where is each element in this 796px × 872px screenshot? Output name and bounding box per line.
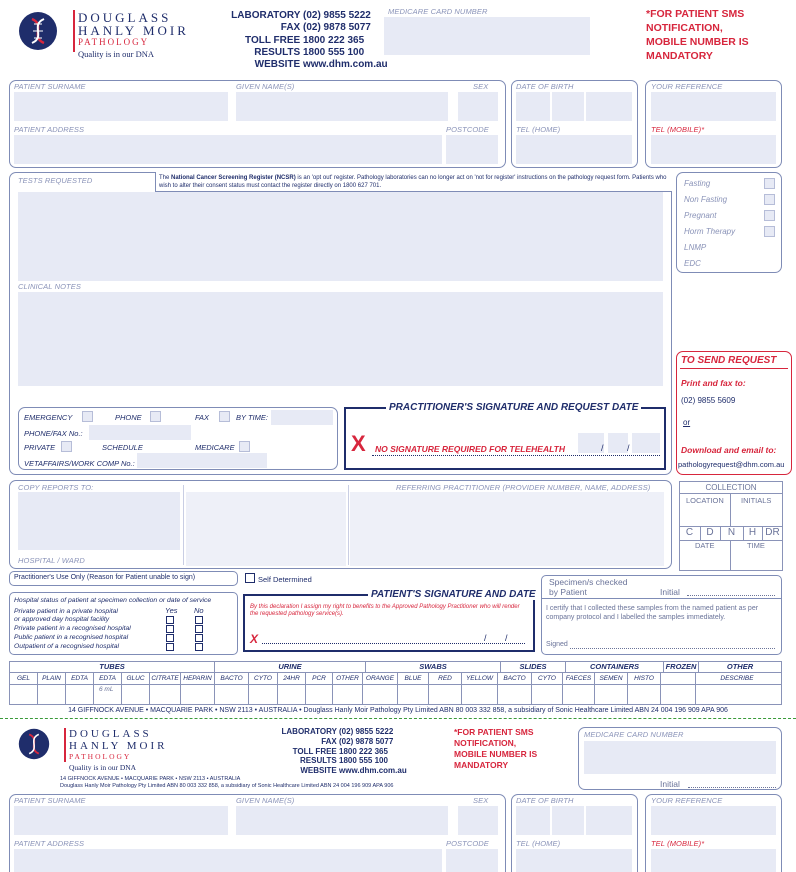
no-signature-telehealth: NO SIGNATURE REQUIRED FOR TELEHEALTH xyxy=(375,444,565,454)
given-names-field[interactable] xyxy=(236,92,448,121)
tollfree-value: 1800 222 365 xyxy=(339,746,388,756)
group-header: SLIDES xyxy=(501,662,566,673)
tubes-column-header: OTHER xyxy=(333,673,363,684)
tubes-column-header: CYTO xyxy=(532,673,563,684)
your-reference-label: YOUR REFERENCE xyxy=(651,796,723,805)
edta-volume-note: 6 mL xyxy=(99,686,114,693)
tubes-column-header: CITRATE xyxy=(150,673,181,684)
dna-logo-icon xyxy=(18,728,50,760)
lab-value: (02) 9855 5222 xyxy=(303,10,371,21)
cut-line xyxy=(0,718,796,719)
initial-label-2: Initial xyxy=(660,779,680,789)
your-reference-field[interactable] xyxy=(651,92,776,121)
sms-notice-line: MOBILE NUMBER IS xyxy=(646,36,749,48)
hospital-status-row: Private patient in a recognised hospital xyxy=(14,625,131,632)
tubes-count-cell[interactable] xyxy=(661,685,696,704)
fasting-label: Fasting xyxy=(684,179,711,188)
clinical-notes-label: CLINICAL NOTES xyxy=(18,282,81,291)
postcode-label: POSTCODE xyxy=(446,125,489,134)
fasting-checkbox[interactable] xyxy=(764,178,775,189)
print-fax-label: Print and fax to: xyxy=(681,378,746,388)
medicare-flag-label: MEDICARE xyxy=(195,443,235,452)
fax-flag-label: FAX xyxy=(195,413,210,422)
contact-block-2 xyxy=(255,727,407,776)
tollfree-value: 1800 222 365 xyxy=(303,34,365,46)
results-label: RESULTS xyxy=(300,756,337,766)
medicare-card-label: MEDICARE CARD NUMBER xyxy=(388,7,488,16)
vetaffairs-label: VETAFFAIRS/WORK COMP No.: xyxy=(24,459,135,468)
referring-practitioner-label: REFERRING PRACTITIONER (PROVIDER NUMBER, NAME, ADDRESS) xyxy=(396,483,651,492)
lnmp-label: LNMP xyxy=(684,243,707,252)
patient-surname-label: PATIENT SURNAME xyxy=(14,82,86,91)
patient-surname-field[interactable] xyxy=(14,92,228,121)
hospital-no-checkbox[interactable] xyxy=(195,625,203,633)
phone-label: PHONE xyxy=(115,413,142,422)
tubes-count-cell[interactable] xyxy=(532,685,563,704)
phone-fax-no-label: PHONE/FAX No.: xyxy=(24,429,83,438)
tubes-column-header: BACTO xyxy=(215,673,249,684)
horm-therapy-checkbox[interactable] xyxy=(764,226,775,237)
non-fasting-checkbox[interactable] xyxy=(764,194,775,205)
tubes-column-header: CYTO xyxy=(249,673,278,684)
tubes-column-header: BLUE xyxy=(398,673,429,684)
lab-value: (02) 9855 5222 xyxy=(339,727,394,736)
collection-code[interactable]: N xyxy=(727,527,736,538)
tubes-count-cell[interactable] xyxy=(462,685,498,704)
results-value: 1800 555 100 xyxy=(339,756,388,766)
private-checkbox[interactable] xyxy=(61,441,72,452)
brand-tagline: Quality is in our DNA xyxy=(78,49,155,59)
tubes-column-header: GEL xyxy=(10,673,38,684)
practitioner-signature-title: PRACTITIONER'S SIGNATURE AND REQUEST DATE xyxy=(386,402,641,413)
medicare-card-field-2[interactable] xyxy=(584,741,776,774)
sms-notice-line: NOTIFICATION, xyxy=(646,22,723,34)
brand-name-line2: HANLY MOIR xyxy=(78,23,189,38)
tubes-column-header: GLUC xyxy=(122,673,150,684)
tubes-column-header: YELLOW xyxy=(462,673,498,684)
sig-date-slash: / xyxy=(627,443,630,453)
non-fasting-label: Non Fasting xyxy=(684,195,728,204)
tubes-column-header: EDTA xyxy=(66,673,94,684)
your-reference-label: YOUR REFERENCE xyxy=(651,82,723,91)
sig-month-field[interactable] xyxy=(608,433,628,453)
referring-practitioner-field[interactable] xyxy=(350,492,664,566)
tel-mobile-label: TEL (MOBILE)* xyxy=(651,125,705,134)
tubes-column-header: 24HR xyxy=(278,673,306,684)
tubes-column-header: RED xyxy=(429,673,462,684)
tests-requested-field[interactable] xyxy=(18,192,663,281)
fax-value: (02) 9878 5077 xyxy=(339,736,394,746)
postcode-field[interactable] xyxy=(446,135,498,164)
tubes-count-cell[interactable] xyxy=(398,685,429,704)
tollfree-label: TOLL FREE xyxy=(245,34,301,46)
tel-home-field[interactable] xyxy=(516,135,632,164)
fax-checkbox[interactable] xyxy=(219,411,230,422)
dob-year-field-2[interactable] xyxy=(586,806,632,835)
sms-notice-line: NOTIFICATION, xyxy=(454,738,517,748)
collection-code[interactable]: D xyxy=(706,527,714,538)
copy-reports-label: COPY REPORTS TO: xyxy=(18,483,94,492)
patient-signature-x-mark: X xyxy=(250,632,259,646)
hospital-no-checkbox[interactable] xyxy=(195,616,203,624)
tubes-column-header: SEMEN xyxy=(595,673,628,684)
tubes-count-cell[interactable] xyxy=(595,685,628,704)
tubes-count-cell[interactable] xyxy=(696,685,778,704)
medicare-checkbox[interactable] xyxy=(239,441,250,452)
pregnant-label: Pregnant xyxy=(684,211,717,220)
patient-date-slash: / xyxy=(484,633,487,643)
sex-label: SEX xyxy=(473,82,489,91)
emergency-label: EMERGENCY xyxy=(24,413,73,422)
website-value: www.dhm.com.au xyxy=(303,59,388,71)
tubes-count-cell[interactable] xyxy=(563,685,595,704)
patient-surname-field-2[interactable] xyxy=(14,806,228,835)
sms-notice-line: MANDATORY xyxy=(646,50,713,62)
tubes-column-header: HEPARIN xyxy=(181,673,215,684)
hospital-no-checkbox[interactable] xyxy=(195,634,203,642)
patient-signature-title: PATIENT'S SIGNATURE AND DATE xyxy=(368,589,539,600)
hospital-no-checkbox[interactable] xyxy=(195,643,203,651)
patient-address-field-2[interactable] xyxy=(14,849,442,872)
tubes-count-cell[interactable] xyxy=(215,685,249,704)
tubes-column-header: PLAIN xyxy=(38,673,66,684)
collection-code[interactable]: H xyxy=(748,527,757,538)
tubes-column-header: EDTA xyxy=(94,673,122,684)
specimens-by-patient-label: by Patient xyxy=(549,587,587,597)
send-request-title: TO SEND REQUEST xyxy=(681,355,777,366)
ncsr-notice xyxy=(155,172,672,192)
patient-address-label: PATIENT ADDRESS xyxy=(14,839,85,848)
brand-name-line2: HANLY MOIR xyxy=(69,740,168,752)
collection-time-label: TIME xyxy=(747,541,765,550)
tubes-count-cell[interactable] xyxy=(429,685,462,704)
by-time-label: BY TIME: xyxy=(236,413,268,422)
group-header: FROZEN xyxy=(664,662,699,673)
tubes-count-cell[interactable] xyxy=(38,685,66,704)
sms-notice xyxy=(646,7,749,63)
copy-reports-field-2[interactable] xyxy=(186,492,346,566)
patient-date-slash: / xyxy=(505,633,508,643)
footer-address: 14 GIFFNOCK AVENUE • MACQUARIE PARK • NSW 2113 • AUSTRALIA • Douglass Hanly Moir Pathology Pty Limited ABN 80 003 332 858, a subsidiary of Sonic Healthcare Limited ABN 24 004 196 909 APA 906 xyxy=(68,707,728,714)
tel-home-label: TEL (HOME) xyxy=(516,125,561,134)
sms-notice-2 xyxy=(454,727,537,771)
private-label: PRIVATE xyxy=(24,443,56,452)
given-names-label: GIVEN NAME(S) xyxy=(236,82,295,91)
fax-label: FAX xyxy=(280,22,301,34)
sms-notice-line: *FOR PATIENT SMS xyxy=(454,727,534,737)
given-names-label: GIVEN NAME(S) xyxy=(236,796,295,805)
hospital-status-row: Outpatient of a recognised hospital xyxy=(14,643,120,650)
collection-code[interactable]: C xyxy=(685,527,694,538)
tubes-count-cell[interactable] xyxy=(333,685,363,704)
medicare-card-field[interactable] xyxy=(384,17,590,55)
patient-surname-label: PATIENT SURNAME xyxy=(14,796,86,805)
tubes-column-header: PCR xyxy=(306,673,333,684)
dob-day-field-2[interactable] xyxy=(516,806,550,835)
pregnant-checkbox[interactable] xyxy=(764,210,775,221)
self-determined-label: Self Determined xyxy=(258,575,312,584)
tel-mobile-label: TEL (MOBILE)* xyxy=(651,839,705,848)
edc-label: EDC xyxy=(684,259,701,268)
download-email-label: Download and email to: xyxy=(681,445,777,455)
sms-notice-line: *FOR PATIENT SMS xyxy=(646,8,745,20)
tubes-column-header xyxy=(661,673,696,684)
sex-field-2[interactable] xyxy=(458,806,498,835)
tel-mobile-field-2[interactable] xyxy=(651,849,776,872)
collection-title: COLLECTION xyxy=(705,483,757,492)
collection-code[interactable]: DR xyxy=(765,527,780,538)
phone-fax-no-field[interactable] xyxy=(89,425,191,440)
tubes-count-cell[interactable] xyxy=(628,685,661,704)
sms-notice-line: MANDATORY xyxy=(454,760,509,770)
sex-label: SEX xyxy=(473,796,489,805)
hospital-status-title: Hospital status of patient at specimen collection or date of service xyxy=(14,597,212,604)
collection-location-label: LOCATION xyxy=(686,496,724,505)
tubes-column-header: BACTO xyxy=(498,673,532,684)
horm-therapy-label: Horm Therapy xyxy=(684,227,736,236)
website-value: www.dhm.com.au xyxy=(339,766,407,776)
hospital-yes-checkbox[interactable] xyxy=(166,616,174,624)
tubes-count-cell[interactable] xyxy=(10,685,38,704)
hospital-ward-label: HOSPITAL / WARD xyxy=(18,556,85,565)
sig-date-slash: / xyxy=(601,443,604,453)
tel-mobile-field[interactable] xyxy=(651,135,776,164)
group-header: URINE xyxy=(215,662,366,673)
self-determined-checkbox[interactable] xyxy=(245,573,255,583)
tubes-column-header: FAECES xyxy=(563,673,595,684)
tubes-column-header: DESCRIBE xyxy=(720,675,754,682)
dob-year-field[interactable] xyxy=(586,92,632,121)
dob-month-field-2[interactable] xyxy=(552,806,584,835)
hospital-status-no: No xyxy=(194,606,204,615)
footer2-line1: 14 GIFFNOCK AVENUE • MACQUARIE PARK • NSW 2113 • AUSTRALIA xyxy=(60,776,241,782)
dna-logo-icon xyxy=(18,11,58,51)
phone-checkbox[interactable] xyxy=(150,411,161,422)
website-label: WEBSITE xyxy=(254,59,301,71)
brand-pathology: PATHOLOGY xyxy=(69,752,132,761)
hospital-yes-checkbox[interactable] xyxy=(166,634,174,642)
lab-label: LABORATORY xyxy=(231,10,301,21)
tubes-count-cell[interactable] xyxy=(306,685,333,704)
postcode-field-2[interactable] xyxy=(446,849,498,872)
sig-year-field[interactable] xyxy=(632,433,660,453)
lab-label: LABORATORY xyxy=(281,727,337,736)
by-time-field[interactable] xyxy=(271,410,333,425)
given-names-field-2[interactable] xyxy=(236,806,448,835)
group-header: OTHER xyxy=(699,662,781,673)
dob-month-field[interactable] xyxy=(552,92,584,121)
hospital-status-yes: Yes xyxy=(165,606,178,615)
clinical-notes-field[interactable] xyxy=(18,292,663,386)
send-email-address[interactable]: pathologyrequest@dhm.com.au xyxy=(678,460,785,469)
specimens-initial-label: Initial xyxy=(660,587,680,597)
results-value: 1800 555 100 xyxy=(303,46,365,58)
postcode-label: POSTCODE xyxy=(446,839,489,848)
dob-label: DATE OF BIRTH xyxy=(516,796,574,805)
patient-address-field[interactable] xyxy=(14,135,442,164)
brand-pathology: PATHOLOGY xyxy=(78,37,150,47)
emergency-checkbox[interactable] xyxy=(82,411,93,422)
brand-name-line1: DOUGLASS xyxy=(69,728,152,740)
tubes-count-cell[interactable] xyxy=(278,685,306,704)
specimens-signed-label: Signed xyxy=(546,641,568,648)
hospital-yes-checkbox[interactable] xyxy=(166,643,174,651)
tests-requested-label: TESTS REQUESTED xyxy=(18,176,93,185)
collection-initials-label: INITIALS xyxy=(741,496,772,505)
fax-label: FAX xyxy=(321,736,337,746)
dob-label: DATE OF BIRTH xyxy=(516,82,574,91)
tubes-column-header: ORANGE xyxy=(363,673,398,684)
medicare-card-label: MEDICARE CARD NUMBER xyxy=(584,730,684,739)
tubes-column-header: HISTO xyxy=(628,673,661,684)
sex-field[interactable] xyxy=(458,92,498,121)
ncsr-bold: National Cancer Screening Register (NCSR) xyxy=(171,175,296,181)
brand-tagline: Quality is in our DNA xyxy=(69,763,137,772)
collection-date-label: DATE xyxy=(695,541,715,550)
vetaffairs-field[interactable] xyxy=(137,453,267,468)
hospital-status-row: or approved day hospital facility xyxy=(14,616,110,623)
contact-block xyxy=(215,10,388,71)
or-label: or xyxy=(683,418,691,427)
tubes-count-cell[interactable] xyxy=(363,685,398,704)
specimens-certify-text: I certify that I collected these samples from the named patient as per company protocol and I labelled the samples immediately. xyxy=(546,605,759,621)
sms-notice-line: MOBILE NUMBER IS xyxy=(454,749,538,759)
tel-home-field-2[interactable] xyxy=(516,849,632,872)
group-header: SWABS xyxy=(366,662,501,673)
tubes-count-cell[interactable] xyxy=(150,685,181,704)
hospital-yes-checkbox[interactable] xyxy=(166,625,174,633)
send-request-section xyxy=(676,351,792,475)
tubes-count-cell[interactable] xyxy=(66,685,94,704)
tollfree-label: TOLL FREE xyxy=(292,746,337,756)
your-reference-field-2[interactable] xyxy=(651,806,776,835)
tubes-count-cell[interactable] xyxy=(249,685,278,704)
tubes-count-cell[interactable] xyxy=(122,685,150,704)
schedule-label: SCHEDULE xyxy=(102,443,143,452)
tubes-count-cell[interactable] xyxy=(181,685,215,704)
ncsr-rest: is an 'opt out' register. Pathology laboratories can no longer act on 'not for register' instructions on the pathology request form. Patients who wish to alter their consent status must contact the register directly on 1800 627 701. xyxy=(159,175,667,189)
results-label: RESULTS xyxy=(254,46,301,58)
send-fax-number: (02) 9855 5609 xyxy=(681,396,736,405)
group-header: CONTAINERS xyxy=(566,662,664,673)
hospital-status-row: Private patient in a private hospital xyxy=(14,608,118,615)
patient-address-label: PATIENT ADDRESS xyxy=(14,125,85,134)
specimens-checked-label: Specimen/s checked xyxy=(549,577,628,587)
ncsr-prefix: The xyxy=(159,175,172,181)
practitioner-use-label: Practitioner's Use Only (Reason for Patient unable to sign) xyxy=(14,574,196,581)
patient-declaration: By this declaration I assign my right to benefits to the Approved Pathology Practitioner who will render the requested pathology service(s). xyxy=(250,604,520,617)
hospital-status-row: Public patient in a recognised hospital xyxy=(14,634,129,641)
website-label: WEBSITE xyxy=(300,766,337,776)
copy-reports-field[interactable] xyxy=(18,492,180,550)
dob-day-field[interactable] xyxy=(516,92,550,121)
group-header: TUBES xyxy=(10,662,215,673)
fax-value: (02) 9878 5077 xyxy=(303,22,371,34)
brand-name-line1: DOUGLASS xyxy=(78,10,172,25)
signature-x-mark: X xyxy=(351,431,366,456)
tubes-count-cell[interactable] xyxy=(498,685,532,704)
tel-home-label: TEL (HOME) xyxy=(516,839,561,848)
footer2-line2: Douglass Hanly Moir Pathology Pty Limited ABN 80 003 332 858, a subsidiary of Sonic Healthcare Limited ABN 24 004 196 909 APA 906 xyxy=(60,783,394,789)
